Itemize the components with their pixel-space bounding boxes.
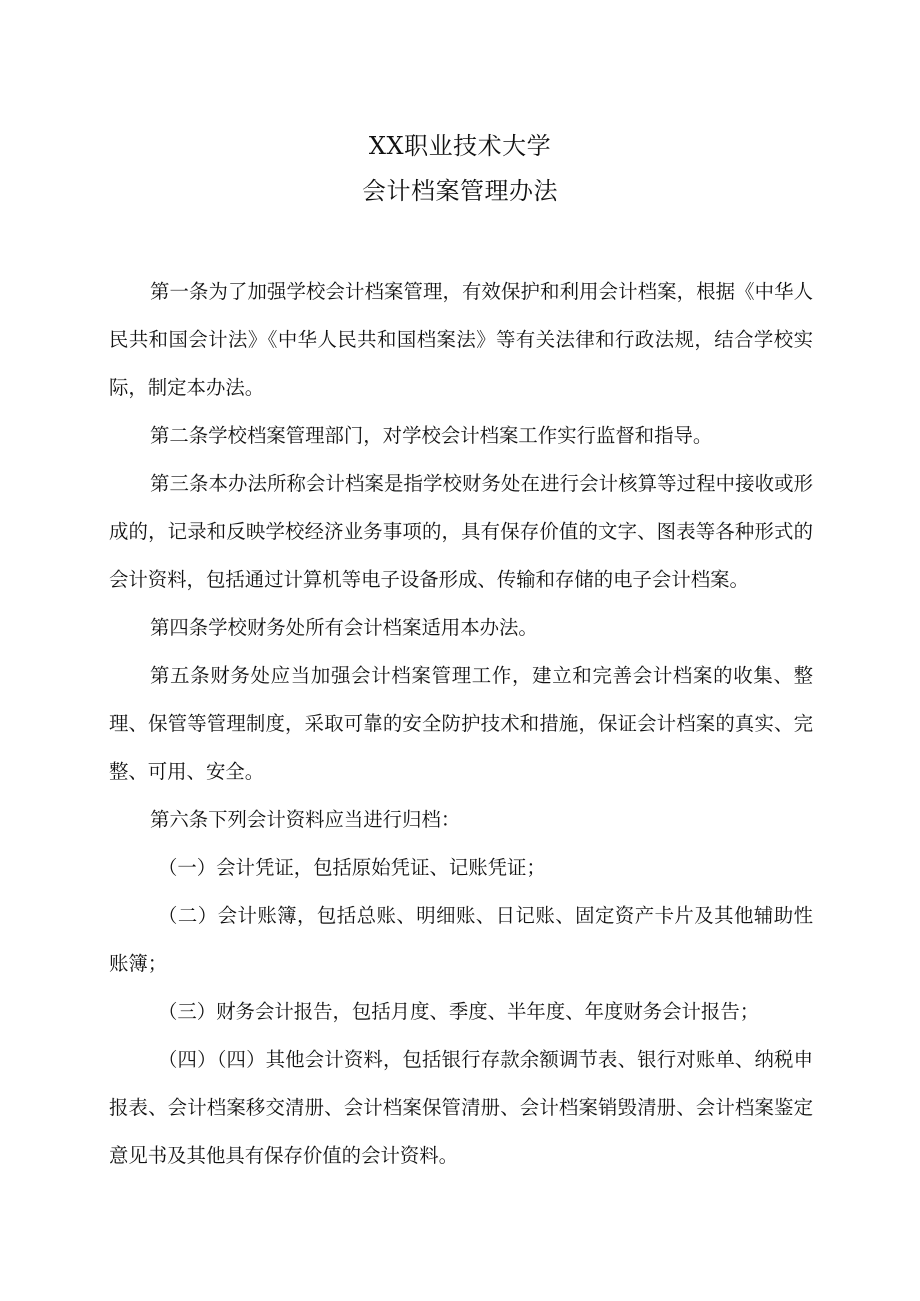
article-6: 第六条下列会计资料应当进行归档： [150, 808, 461, 831]
article-6-item-4: （四）（四）其他会计资料，包括银行存款余额调节表、银行对账单、纳税申报表、会计档案移交清册、会计档案保管清册、会计档案销毁清册、会计档案鉴定意见书及其他具有保存价值的会计资料。 [109, 1048, 813, 1167]
article-5: 第五条财务处应当加强会计档案管理工作，建立和完善会计档案的收集、整理、保管等管理制度，采取可靠的安全防护技术和措施，保证会计档案的真实、完整、可用、安全。 [109, 664, 813, 783]
document-title [0, 124, 920, 214]
document-body [109, 268, 813, 1180]
article-1: 第一条为了加强学校会计档案管理，有效保护和利用会计档案，根据《中华人民共和国会计法》《中华人民共和国档案法》等有关法律和行政法规，结合学校实际，制定本办法。 [109, 280, 813, 399]
article-3: 第三条本办法所称会计档案是指学校财务处在进行会计核算等过程中接收或形成的，记录和反映学校经济业务事项的，具有保存价值的文字、图表等各种形式的会计资料，包括通过计算机等电子设备形成、传输和存储的电子会计档案。 [109, 472, 813, 591]
article-2: 第二条学校档案管理部门，对学校会计档案工作实行监督和指导。 [150, 424, 713, 447]
article-6-item-3: （三）财务会计报告，包括月度、季度、半年度、年度财务会计报告； [158, 1000, 760, 1023]
regulation-title: 会计档案管理办法 [362, 177, 558, 205]
article-4: 第四条学校财务处所有会计档案适用本办法。 [150, 616, 538, 639]
article-6-item-1: （一）会计凭证，包括原始凭证、记账凭证； [158, 856, 546, 879]
article-6-item-2: （二）会计账簿，包括总账、明细账、日记账、固定资产卡片及其他辅助性账簿； [109, 904, 813, 975]
institution-name: XX职业技术大学 [368, 132, 552, 160]
